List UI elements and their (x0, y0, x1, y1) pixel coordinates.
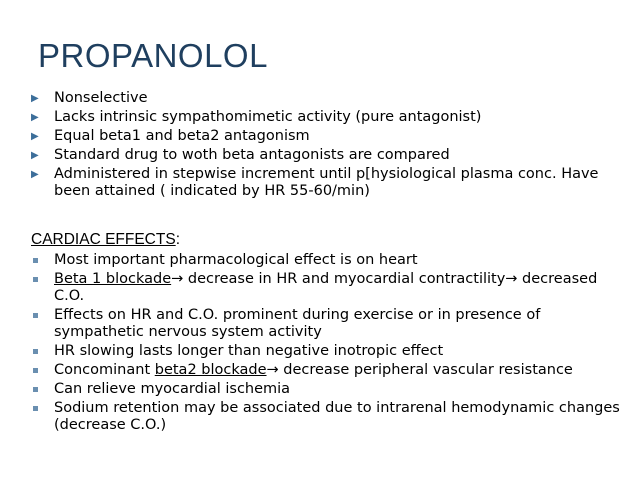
emphasis-beta1: Beta 1 blockade (54, 271, 172, 287)
list-item: Beta 1 blockade→ decrease in HR and myocardial contractility→ decreased C.O. (31, 271, 631, 305)
triangle-right-icon: ▶ (31, 112, 39, 123)
list-item: ▶ Nonselective (31, 90, 148, 106)
list-item: ▶ Administered in stepwise increment until p[hysiological plasma conc. Have been attained ( indicated by HR 55-60/min) (31, 166, 599, 199)
section-heading-text: CARDIAC EFFECTS (31, 231, 176, 248)
square-bullet-icon (33, 387, 38, 392)
list-item: Effects on HR and C.O. prominent during exercise or in presence of sympathetic nervous system activity (31, 307, 631, 341)
list-item: Sodium retention may be associated due to intrarenal hemodynamic changes (decrease C.O.) (31, 400, 631, 434)
square-bullet-icon (33, 277, 38, 282)
emphasis-beta2: beta2 blockade (154, 362, 267, 378)
triangle-right-icon: ▶ (31, 169, 39, 180)
triangle-right-icon: ▶ (31, 93, 39, 104)
list-item: Most important pharmacological effect is on heart (31, 252, 631, 269)
list-item: ▶ Standard drug to woth beta antagonists are compared (31, 147, 450, 163)
bullet-list (31, 90, 631, 202)
list-item: ▶ Equal beta1 and beta2 antagonism (31, 128, 310, 144)
list-item: HR slowing lasts longer than negative inotropic effect (31, 343, 631, 360)
list-item: Can relieve myocardial ischemia (31, 381, 631, 398)
square-bullet-icon (33, 313, 38, 318)
square-bullet-icon (33, 258, 38, 263)
triangle-right-icon: ▶ (31, 131, 39, 142)
list-item: Concominant beta2 blockade→ decrease peripheral vascular resistance (31, 362, 631, 379)
square-bullet-icon (33, 368, 38, 373)
section-heading-colon: : (175, 231, 180, 248)
square-bullet-icon (33, 406, 38, 411)
slide-title: PROPANOLOL (38, 37, 268, 74)
section-heading (31, 231, 180, 249)
list-item: ▶ Lacks intrinsic sympathomimetic activity (pure antagonist) (31, 109, 482, 125)
square-bullet-icon (33, 349, 38, 354)
triangle-right-icon: ▶ (31, 150, 39, 161)
effects-list (31, 252, 631, 436)
